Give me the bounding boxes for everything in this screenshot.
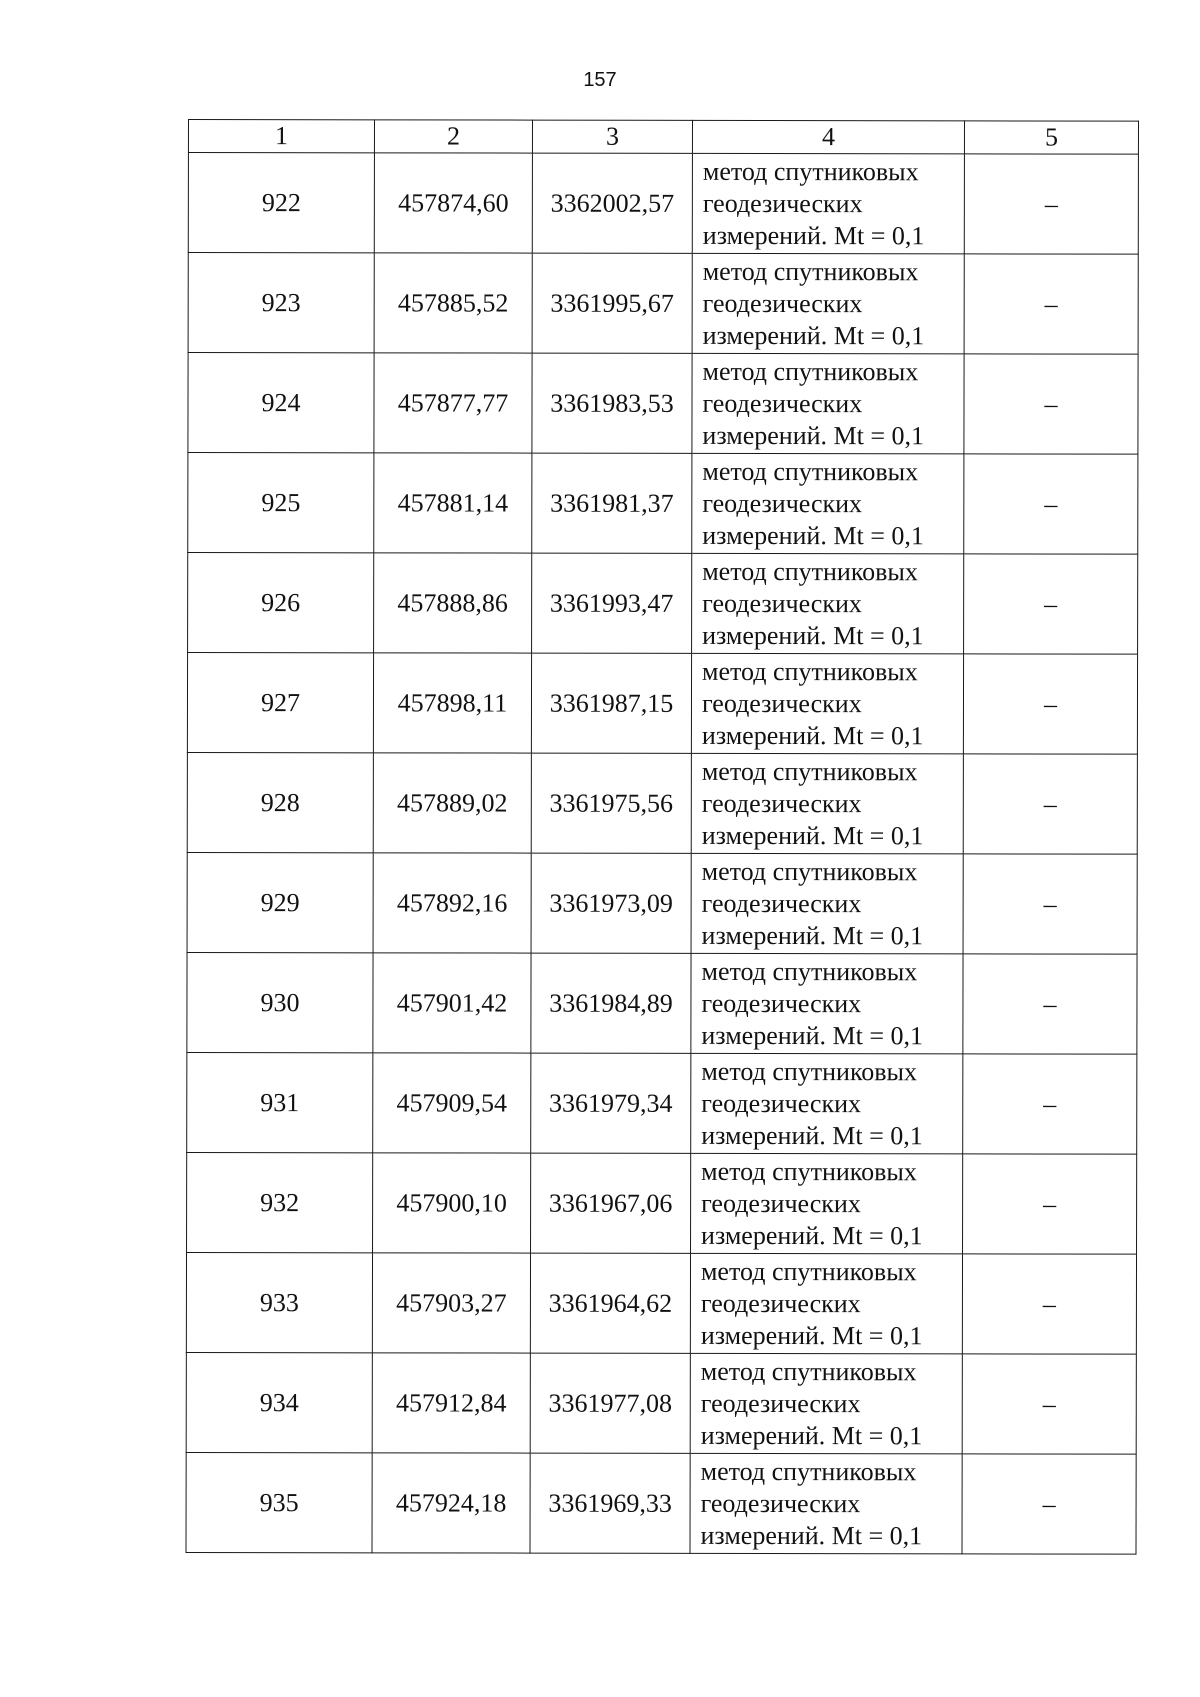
point-number-cell: 926 <box>188 553 374 653</box>
table-row <box>186 1352 1136 1454</box>
note-cell: – <box>964 254 1138 354</box>
x-coordinate-cell: 457909,54 <box>373 1053 531 1153</box>
method-text-line: геодезических <box>701 988 862 1018</box>
method-text-line: геодезических <box>701 788 862 818</box>
y-coordinate-cell: 3361979,34 <box>531 1053 691 1153</box>
method-text-line: метод спутниковых <box>700 1356 917 1386</box>
y-coordinate-cell: 3361969,33 <box>530 1453 690 1553</box>
method-text-line: геодезических <box>702 388 863 418</box>
y-coordinate-cell: 3361987,15 <box>531 653 691 753</box>
method-text-line: метод спутниковых <box>702 556 918 586</box>
table-row <box>186 1452 1136 1554</box>
method-text-line: измерений. Mt = 0,1 <box>701 820 924 850</box>
note-cell: – <box>964 154 1138 254</box>
y-coordinate-cell: 3361983,53 <box>532 353 692 453</box>
point-number-cell: 935 <box>186 1452 372 1552</box>
point-number-cell: 923 <box>188 253 374 353</box>
method-text-line: метод спутниковых <box>701 956 918 986</box>
method-text-line: метод спутниковых <box>702 156 919 186</box>
x-coordinate-cell: 457898,11 <box>373 653 531 753</box>
point-number-cell: 932 <box>187 1152 373 1252</box>
note-cell: – <box>962 1354 1136 1454</box>
column-header-2: 2 <box>374 120 532 153</box>
point-number-cell: 931 <box>187 1052 373 1152</box>
method-text-line: метод спутниковых <box>700 1256 917 1286</box>
method-text-line: метод спутниковых <box>700 1456 917 1486</box>
note-cell: – <box>963 854 1137 954</box>
point-number-cell: 925 <box>188 453 374 553</box>
method-text-line: метод спутниковых <box>702 356 919 386</box>
method-text-line: геодезических <box>702 188 863 218</box>
method-cell <box>690 1253 962 1353</box>
method-text-line: измерений. Mt = 0,1 <box>702 620 924 650</box>
y-coordinate-cell: 3361995,67 <box>532 253 692 353</box>
point-number-cell: 922 <box>188 153 374 253</box>
point-number-cell: 929 <box>187 852 373 952</box>
method-text-line: метод спутниковых <box>701 756 918 786</box>
method-cell <box>692 253 964 353</box>
method-cell <box>691 653 963 753</box>
note-cell: – <box>963 954 1137 1054</box>
table-row <box>187 653 1137 755</box>
method-text-line: измерений. Mt = 0,1 <box>702 220 925 250</box>
method-text-line: измерений. Mt = 0,1 <box>700 1520 923 1550</box>
table-row <box>188 253 1138 355</box>
note-cell: – <box>964 454 1138 554</box>
table-row <box>187 752 1137 854</box>
point-number-cell: 930 <box>187 952 373 1052</box>
method-cell <box>690 1453 962 1553</box>
point-number-cell: 924 <box>188 353 374 453</box>
note-cell: – <box>962 1454 1136 1554</box>
note-cell: – <box>963 1054 1137 1154</box>
table-row <box>187 952 1137 1054</box>
method-cell <box>690 1353 962 1453</box>
point-number-cell: 933 <box>186 1252 372 1352</box>
x-coordinate-cell: 457877,77 <box>374 353 532 453</box>
method-text-line: измерений. Mt = 0,1 <box>701 1020 924 1050</box>
x-coordinate-cell: 457903,27 <box>372 1253 530 1353</box>
method-text-line: метод спутниковых <box>701 856 918 886</box>
point-number-cell: 927 <box>187 653 373 753</box>
y-coordinate-cell: 3361984,89 <box>531 953 691 1053</box>
x-coordinate-cell: 457889,02 <box>373 753 531 853</box>
method-text-line: геодезических <box>701 688 862 718</box>
method-text-line: геодезических <box>701 1188 861 1218</box>
method-text-line: измерений. Mt = 0,1 <box>700 1320 923 1350</box>
method-text-line: измерений. Mt = 0,1 <box>701 1120 923 1150</box>
table-row <box>188 353 1138 455</box>
x-coordinate-cell: 457892,16 <box>373 853 531 953</box>
point-number-cell: 928 <box>187 752 373 852</box>
column-header-5: 5 <box>964 121 1138 154</box>
method-text-line: измерений. Mt = 0,1 <box>702 420 925 450</box>
x-coordinate-cell: 457885,52 <box>374 253 532 353</box>
method-cell <box>691 953 963 1053</box>
table-row <box>186 1252 1136 1354</box>
method-text-line: измерений. Mt = 0,1 <box>701 1220 923 1250</box>
method-text-line: геодезических <box>700 1488 861 1518</box>
note-cell: – <box>964 354 1138 454</box>
table-row <box>188 153 1138 255</box>
x-coordinate-cell: 457924,18 <box>372 1453 530 1553</box>
method-text-line: геодезических <box>701 1088 862 1118</box>
method-text-line: геодезических <box>700 1388 861 1418</box>
method-text-line: измерений. Mt = 0,1 <box>702 520 924 550</box>
coordinates-table <box>185 119 1139 1555</box>
y-coordinate-cell: 3361967,06 <box>531 1153 691 1253</box>
method-text-line: измерений. Mt = 0,1 <box>700 1420 923 1450</box>
method-text-line: измерений. Mt = 0,1 <box>701 920 924 950</box>
x-coordinate-cell: 457900,10 <box>373 1153 531 1253</box>
method-cell <box>691 1053 963 1153</box>
point-number-cell: 934 <box>186 1352 372 1452</box>
header-row <box>188 120 1138 155</box>
table-header <box>188 120 1138 155</box>
x-coordinate-cell: 457888,86 <box>374 553 532 653</box>
note-cell: – <box>964 554 1138 654</box>
note-cell: – <box>963 654 1137 754</box>
method-text-line: метод спутниковых <box>701 1156 917 1186</box>
method-cell <box>692 553 964 653</box>
table-row <box>187 852 1137 954</box>
method-text-line: метод спутниковых <box>701 1056 918 1086</box>
method-cell <box>691 1153 963 1253</box>
y-coordinate-cell: 3362002,57 <box>532 153 692 253</box>
y-coordinate-cell: 3361964,62 <box>530 1253 690 1353</box>
y-coordinate-cell: 3361973,09 <box>531 853 691 953</box>
method-text-line: измерений. Mt = 0,1 <box>701 720 924 750</box>
x-coordinate-cell: 457874,60 <box>374 153 532 253</box>
table-row <box>188 553 1138 655</box>
column-header-4: 4 <box>692 120 964 153</box>
note-cell: – <box>963 1154 1137 1254</box>
note-cell: – <box>962 1254 1136 1354</box>
method-cell <box>691 853 963 953</box>
method-text-line: геодезических <box>701 888 862 918</box>
method-text-line: метод спутниковых <box>702 456 919 486</box>
y-coordinate-cell: 3361981,37 <box>532 453 692 553</box>
y-coordinate-cell: 3361975,56 <box>531 753 691 853</box>
method-text-line: метод спутниковых <box>702 656 918 686</box>
method-cell <box>691 753 963 853</box>
method-cell <box>692 453 964 553</box>
x-coordinate-cell: 457901,42 <box>373 953 531 1053</box>
method-text-line: метод спутниковых <box>702 256 919 286</box>
method-text-line: измерений. Mt = 0,1 <box>702 320 925 350</box>
table-row <box>187 1052 1137 1154</box>
method-text-line: геодезических <box>702 288 863 318</box>
y-coordinate-cell: 3361977,08 <box>530 1353 690 1453</box>
table-body <box>186 153 1138 1555</box>
column-header-1: 1 <box>188 120 374 153</box>
method-text-line: геодезических <box>702 588 862 618</box>
method-cell <box>692 153 964 253</box>
table-row <box>187 1152 1137 1254</box>
x-coordinate-cell: 457912,84 <box>372 1353 530 1453</box>
note-cell: – <box>963 754 1137 854</box>
table-row <box>188 453 1138 555</box>
y-coordinate-cell: 3361993,47 <box>532 553 692 653</box>
column-header-3: 3 <box>532 120 692 153</box>
page-number: 157 <box>583 69 617 91</box>
method-cell <box>692 353 964 453</box>
method-text-line: геодезических <box>700 1288 861 1318</box>
x-coordinate-cell: 457881,14 <box>374 453 532 553</box>
method-text-line: геодезических <box>702 488 863 518</box>
